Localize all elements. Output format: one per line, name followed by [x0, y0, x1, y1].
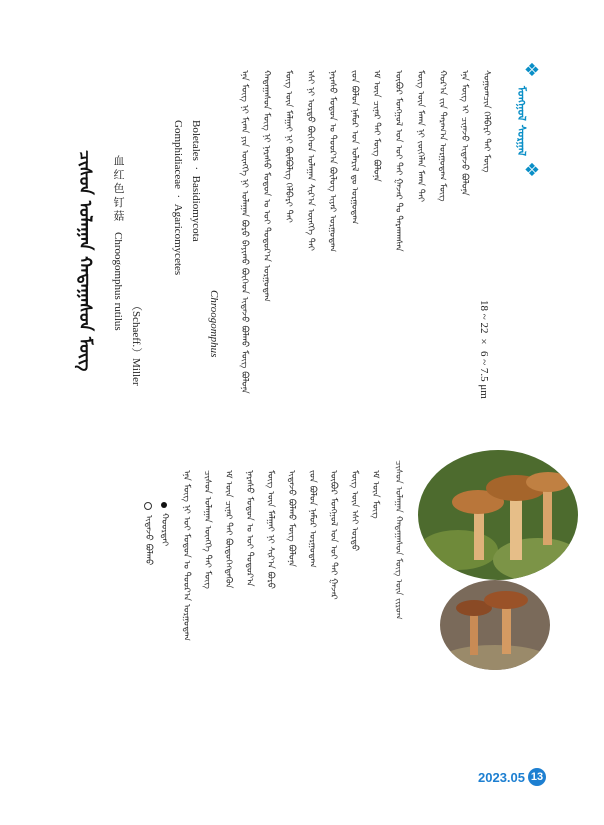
body-text-column-lower: ᠮᠦᠭ ᠦᠨ ᠮᠠᠯᠭᠠᠢ ᠨᠢ ᠰᠢᠷ᠎ᠠ ᠪᠣᠷᠣ	[265, 470, 275, 589]
phylum-name: Basidiomycota	[190, 175, 202, 242]
body-text-column: ᠮᠦᠭ ᠦᠨ ᠮᠠᠯᠭᠠᠢ ᠨᠢ ᠪᠥᠮᠪᠥᠯᠢᠭ ᠬᠡᠯᠪᠡᠷᠢ ᠲᠡᠢ	[283, 70, 293, 223]
body-text-column: ᠮᠦᠭ ᠦᠨ ᠮᠠᠬᠠ ᠨᠢ ᠵᠥᠭᠡᠯᠡᠨ ᠮᠠᠬᠠ ᠲᠠᠢ	[415, 70, 425, 202]
body-text-column-lower: ᠮᠦᠭ ᠦᠨ ᠡᠰᠢ ᠤᠷᠲᠤ	[349, 470, 359, 552]
body-text-column-lower: ᠡᠮ ᠦᠨ ᠴᠢᠨᠠᠷ ᠲᠠᠢ ᠪᠦᠲᠦᠭᠡᠭᠳᠡᠬᠦᠨ	[223, 470, 233, 589]
article-title: ᠴᠢᠰᠤᠨ ᠤᠯᠠᠭᠠᠨ ᠬᠠᠳᠠᠭᠠᠰᠤᠨ ᠮᠦᠭ	[75, 150, 95, 372]
class-name: Agaricomycetes	[172, 203, 184, 276]
body-text-column: ᠥᠪᠦᠷ ᠮᠣᠩᠭᠣᠯ ᠤᠨ ᠣᠢ ᠲᠠᠢ ᠭᠠᠵᠠᠷ ᠲᠤ ᠲᠠᠷᠬᠠᠭᠰᠠᠨ	[393, 70, 403, 252]
body-text-column-lower: ᠢᠳᠡᠵᠦ ᠪᠣᠯᠬᠤ ᠮᠦᠭ ᠪᠣᠯᠤᠨᠠ	[286, 470, 296, 567]
mushroom-photo-large	[418, 450, 578, 580]
body-text-column-lower: ᠡᠨᠡ ᠮᠦᠭ ᠨᠢ ᠣᠢ ᠮᠣᠳᠣᠨ ᠤ ᠳᠣᠣᠷ᠎ᠠ ᠤᠷᠭᠤᠳᠠᠭ	[181, 470, 191, 641]
taxonomy-line-2: Boletales · Basidiomycota	[190, 120, 202, 242]
genus-name: Chroogomphus	[208, 290, 220, 358]
page-number: 13	[528, 768, 546, 786]
order-name: Boletales	[190, 120, 202, 161]
body-text-column: ᠬᠠᠳᠠᠭᠠᠰᠤᠨ ᠮᠦᠭ ᠨᠢ ᠨᠠᠷᠠᠰᠤ ᠮᠣᠳᠣᠨ ᠤ ᠣᠢ ᠳᠣᠲᠣᠷ᠎ᠠ ᠤᠷᠭᠤᠳᠠᠭ	[261, 70, 271, 302]
chinese-name: 血 红 色 钉 菇	[112, 155, 124, 221]
body-text-column-lower: ᠴᠢᠰᠤᠨ ᠤᠯᠠᠭᠠᠨ ᠥᠩᠭᠡ ᠲᠡᠢ ᠮᠦᠭ	[202, 470, 212, 589]
legend-item-edible: ᠢᠳᠡᠵᠦ ᠪᠣᠯᠬᠤ	[143, 514, 153, 566]
body-text-column: ᠬᠤᠷ᠎ᠠ ᠵᠢᠨ ᠳᠠᠷᠠᠭ᠎ᠠ ᠤᠷᠭᠤᠳᠠᠭ ᠮᠦᠭ	[437, 70, 447, 202]
body-text-column-lower: ᠥᠪᠦᠷ ᠮᠣᠩᠭᠣᠯ ᠤᠨ ᠣᠢ ᠲᠠᠢ ᠭᠠᠵᠠᠷ	[328, 470, 338, 600]
species-names	[110, 155, 126, 415]
body-text-column: ᠡᠨᠡ ᠮᠦᠭ ᠨᠢ ᠮᠢᠬᠠ ᠶᠢᠨ ᠦᠩᠭᠡ ᠨᠢ ᠤᠯᠠᠭᠠᠨ ᠪᠣᠷᠣ ᠪᠠᠶᠢᠬᠤ ᠪᠥᠭᠡᠳ ᠢᠳᠡᠵᠦ ᠪᠣᠯᠬᠤ ᠮᠦᠭ ᠪᠣᠯᠤᠨᠠ	[239, 70, 249, 394]
author-citation: （Schaeff.）Miller	[130, 300, 142, 386]
body-text-column: ᠡᠰᠢ ᠨᠢ ᠤᠷᠲᠤ ᠪᠥᠭᠡᠳ ᠤᠯᠠᠭᠠᠨ ᠰᠢᠷ᠎ᠠ ᠥᠩᠭᠡ ᠲᠡᠢ	[305, 70, 315, 251]
taxonomy-line: Gomphidiaceae · Agaricomycetes	[172, 120, 184, 276]
filled-dot-icon	[161, 502, 167, 508]
empty-dot-icon	[144, 502, 152, 510]
body-text-column-lower: ᠡᠮ ᠦᠨ ᠮᠦᠭ	[370, 470, 380, 519]
body-text-column-lower: ᠨᠠᠷᠠᠰᠤ ᠮᠣᠳᠣᠨ ᠤ ᠣᠢ ᠳᠣᠲᠣᠷ᠎ᠠ	[244, 470, 254, 587]
body-text-column-lower: ᠵᠤᠨ ᠪᠣᠯᠤᠨ ᠨᠠᠮᠤᠷ ᠤᠷᠭᠤᠳᠠᠭ	[307, 470, 317, 568]
latin-name: Chroogomphus rutilus	[112, 232, 124, 331]
banner-ornament-top-icon: ❖	[523, 60, 541, 81]
body-text-column: ᠰᠣᠭᠣᠭᠴᠢᠨ ᠬᠡᠯᠪᠡᠷᠢ ᠲᠠᠢ ᠮᠦᠭ	[481, 70, 491, 173]
spore-size: 18 ~ 22 × 6 ~ 7.5 μm	[478, 300, 490, 399]
body-text-column: ᠡᠮ ᠦᠨ ᠴᠢᠨᠠᠷ ᠲᠠᠢ ᠮᠦᠭ ᠪᠣᠯᠤᠨᠠ	[371, 70, 381, 182]
mushroom-photo-small	[440, 580, 550, 670]
section-title: ᠮᠣᠩᠭᠣᠯ ᠰᠤᠷᠭᠠᠯ	[515, 86, 528, 156]
body-text-column: ᠨᠠᠷᠠᠰᠤ ᠮᠣᠳᠣᠨ ᠤ ᠳᠣᠣᠷ᠎ᠠ ᠪᠦᠯᠦᠭ ᠢᠶᠡᠷ ᠤᠷᠭᠤᠳᠠᠭ	[327, 70, 337, 253]
body-text-column: ᠡᠨᠡ ᠮᠦᠭ ᠢ ᠴᠢᠨᠠᠵᠤ ᠢᠳᠡᠵᠦ ᠪᠣᠯᠤᠨᠠ	[459, 70, 469, 196]
photo-caption: ᠴᠢᠰᠤᠨ ᠤᠯᠠᠭᠠᠨ ᠬᠠᠳᠠᠭᠠᠰᠤᠨ ᠮᠦᠭ ᠦᠨ ᠵᠢᠷᠤᠭ	[393, 460, 403, 620]
page-footer	[478, 767, 546, 787]
issue-date: 2023.05	[478, 769, 525, 785]
banner-ornament-bottom-icon: ❖	[523, 160, 541, 181]
family-name: Gomphidiaceae	[172, 120, 184, 190]
legend-item-toxic: ᠬᠣᠣᠷᠲᠠᠢ	[159, 512, 169, 547]
body-text-column: ᠵᠤᠨ ᠪᠣᠯᠤᠨ ᠨᠠᠮᠤᠷ ᠤᠨ ᠤᠯᠠᠷᠢᠯ ᠳᠤ ᠤᠷᠭᠤᠳᠠᠭ	[349, 70, 359, 225]
legend	[140, 500, 180, 620]
